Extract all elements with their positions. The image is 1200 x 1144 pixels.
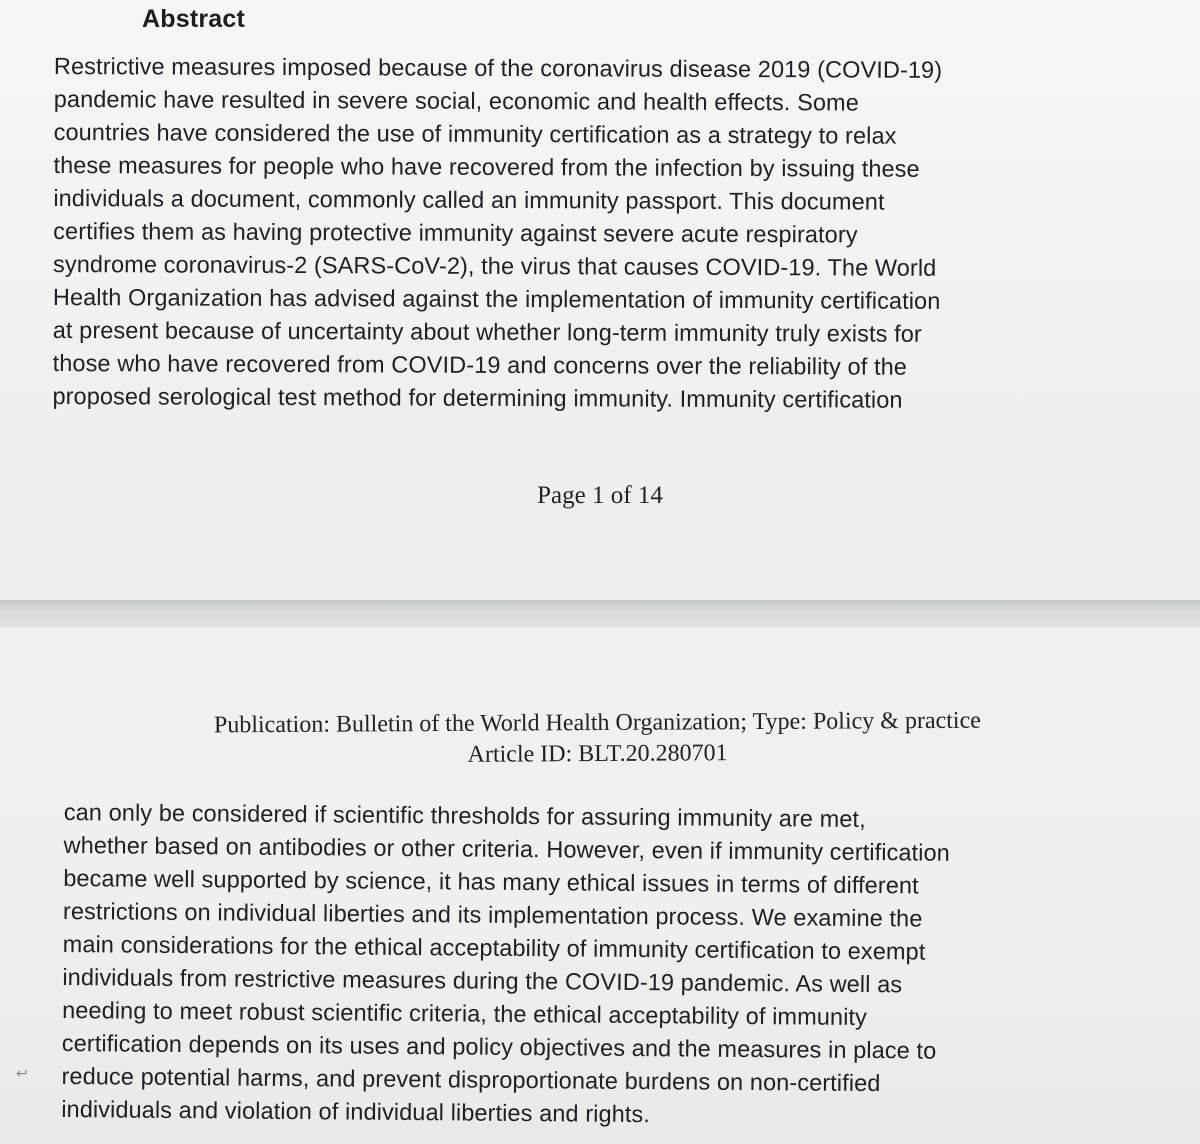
abstract-heading: Abstract (142, 5, 246, 33)
abstract-paragraph-part-1 (52, 50, 1174, 418)
paragraph-line: at present because of uncertainty about whether long-term immunity truly exists for (52, 316, 922, 347)
paragraph-line: individuals and violation of individual liberties and rights. (61, 1095, 651, 1128)
page-separator (0, 600, 1200, 628)
article-id-line: Article ID: BLT.20.280701 (467, 740, 728, 768)
margin-mark-icon: ↩ (16, 1065, 28, 1081)
paragraph-line: became well supported by science, it has many ethical issues in terms of different (63, 864, 919, 899)
paragraph-line: main considerations for the ethical acceptability of immunity certification to exempt (62, 930, 926, 965)
abstract-paragraph-part-2 (61, 796, 1184, 1136)
paragraph-line: Health Organization has advised against the implementation of immunity certification (52, 283, 941, 314)
paragraph-line: needing to meet robust scientific criteria, the ethical acceptability of immunity (62, 996, 868, 1031)
paragraph-line: pandemic have resulted in severe social, economic and health effects. Some (53, 85, 859, 116)
document-page-2 (0, 628, 1200, 1144)
paragraph-line: syndrome coronavirus-2 (SARS-CoV-2), the virus that causes COVID-19. The World (53, 250, 937, 281)
paragraph-line: those who have recovered from COVID-19 and concerns over the reliability of the (52, 349, 908, 380)
paragraph-line: reduce potential harms, and prevent disproportionate burdens on non-certified (61, 1062, 881, 1097)
paragraph-line: can only be considered if scientific thresholds for assuring immunity are met, (63, 798, 866, 832)
paragraph-line: proposed serological test method for determining immunity. Immunity certification (52, 382, 903, 413)
paragraph-line: these measures for people who have recovered from the infection by issuing these (53, 151, 920, 182)
publication-header (0, 704, 1195, 773)
publication-line: Publication: Bulletin of the World Health Organization; Type: Policy & practice (213, 707, 981, 739)
paragraph-line: restrictions on individual liberties and its implementation process. We examine the (62, 897, 923, 932)
paragraph-line: individuals a document, commonly called an immunity passport. This document (53, 184, 885, 215)
page-number-footer: Page 1 of 14 (537, 482, 663, 509)
paragraph-line: Restrictive measures imposed because of the coronavirus disease 2019 (COVID-19) (53, 52, 943, 83)
paragraph-line: certification depends on its uses and policy objectives and the measures in place to (61, 1029, 937, 1064)
paragraph-line: countries have considered the use of immunity certification as a strategy to relax (53, 118, 897, 149)
paragraph-line: certifies them as having protective immunity against severe acute respiratory (53, 217, 858, 248)
paragraph-line: individuals from restrictive measures during the COVID-19 pandemic. As well as (62, 963, 903, 998)
paragraph-line: whether based on antibodies or other criteria. However, even if immunity certification (63, 831, 951, 866)
